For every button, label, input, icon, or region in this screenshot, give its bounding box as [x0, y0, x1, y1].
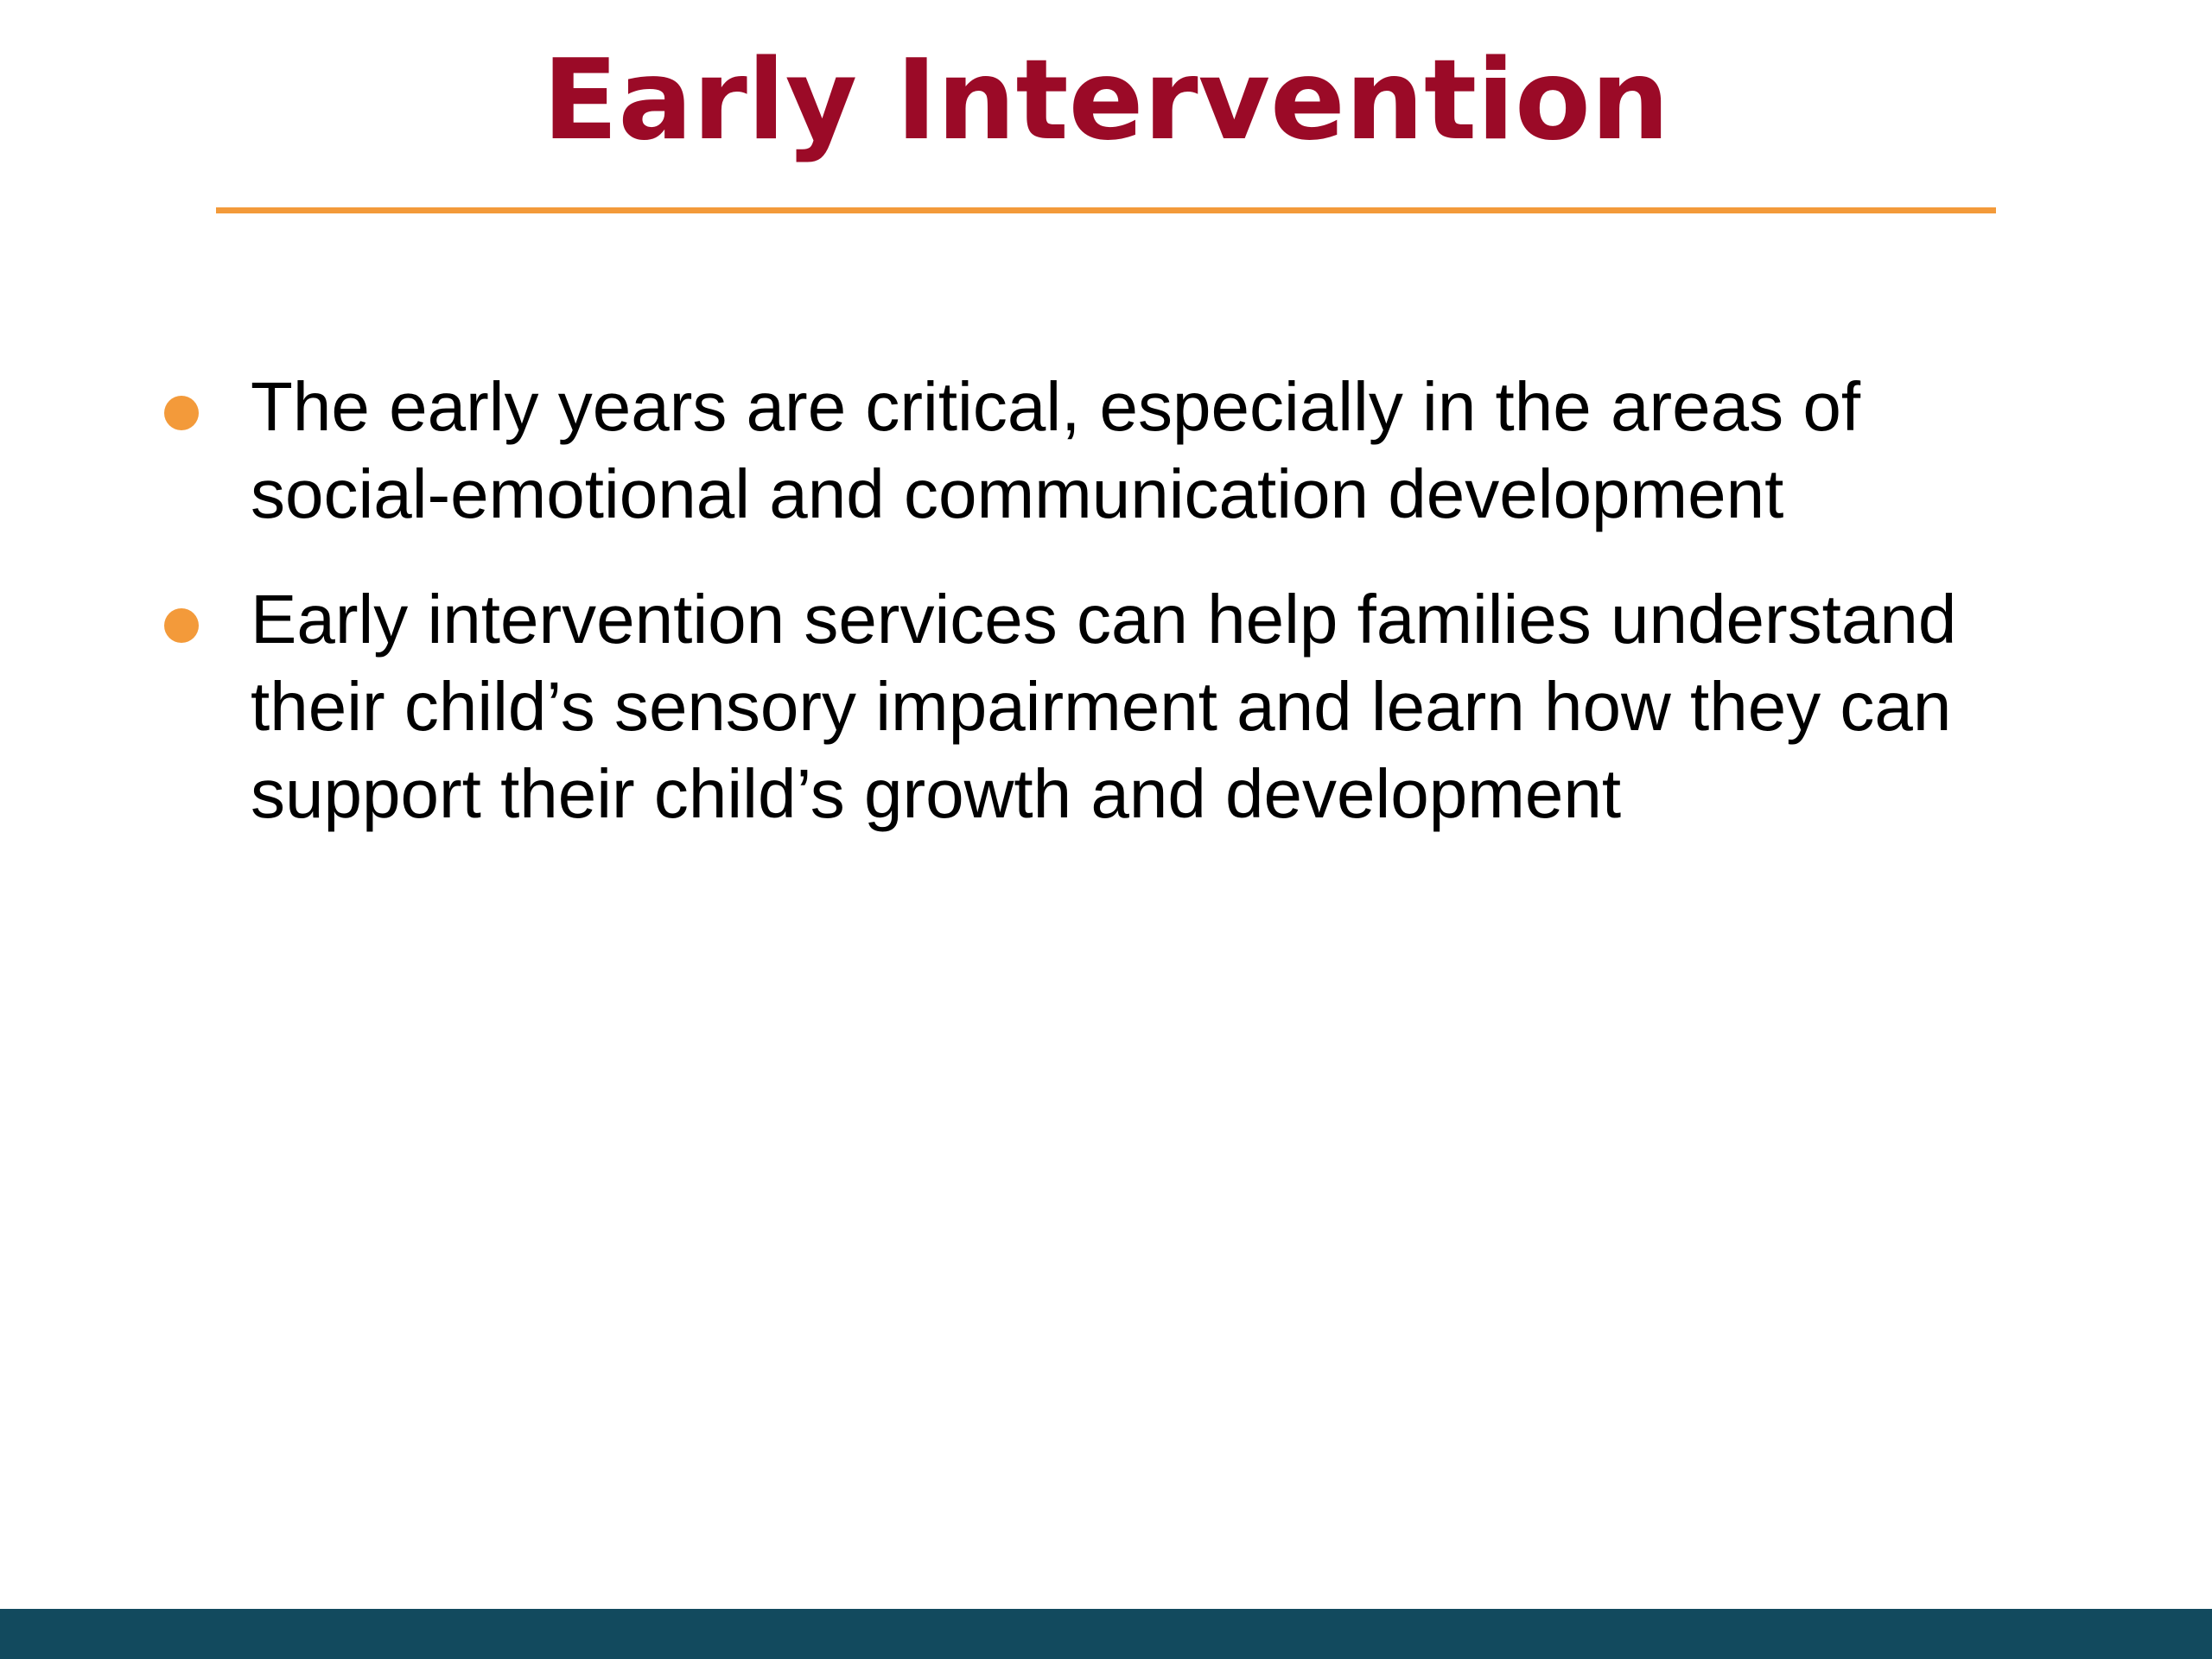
- title-divider: [216, 207, 1996, 213]
- bullet-icon: [164, 396, 199, 430]
- bullet-item: [156, 363, 2039, 537]
- bullet-icon: [164, 608, 199, 643]
- bullet-text: The early years are critical, especially in the areas of social-emotional and communication development: [251, 368, 1861, 532]
- slide-title: Early Intervention: [542, 36, 1670, 165]
- footer-bar: [0, 1609, 2212, 1659]
- bullet-list: [156, 363, 2039, 875]
- bullet-text: Early intervention services can help families understand their child’s sensory impairment and learn how they can support their child’s growth and development: [251, 581, 1957, 832]
- bullet-item: [156, 575, 2039, 837]
